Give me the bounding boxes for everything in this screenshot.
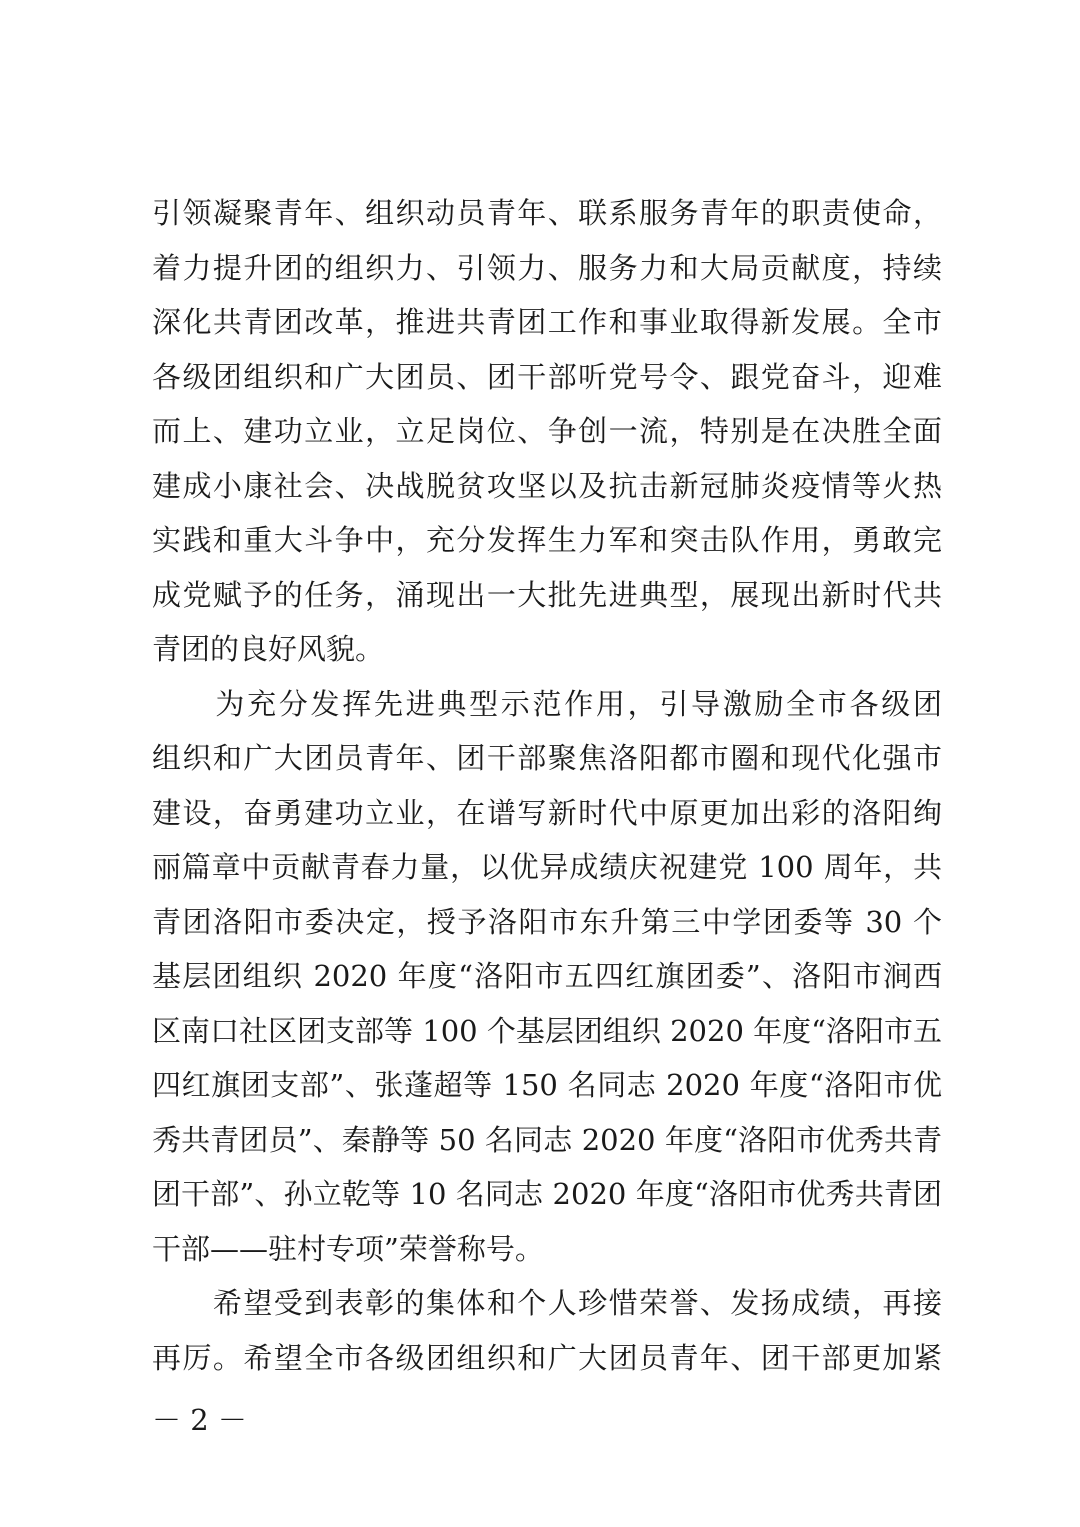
text-line: 建设，奋勇建功立业，在谱写新时代中原更加出彩的洛阳绚	[152, 795, 942, 830]
text-line: 青团洛阳市委决定，授予洛阳市东升第三中学团委等 30 个	[152, 904, 942, 939]
text-line: 着力提升团的组织力、引领力、服务力和大局贡献度，持续	[152, 250, 942, 285]
text-line: 秀共青团员”、秦静等 50 名同志 2020 年度“洛阳市优秀共青	[152, 1122, 942, 1157]
text-line: 引领凝聚青年、组织动员青年、联系服务青年的职责使命，	[152, 196, 942, 230]
text-line: 组织和广大团员青年、团干部聚焦洛阳都市圈和现代化强市	[152, 741, 942, 775]
text-line: 四红旗团支部”、张蓬超等 150 名同志 2020 年度“洛阳市优	[152, 1068, 942, 1102]
text-line: 干部——驻村专项”荣誉称号。	[152, 1231, 544, 1266]
text-line: 建成小康社会、决战脱贫攻坚以及抗击新冠肺炎疫情等火热	[152, 468, 942, 503]
text-line: 成党赋予的任务，涌现出一大批先进典型，展现出新时代共	[152, 577, 942, 612]
text-line: 各级团组织和广大团员、团干部听党号令、跟党奋斗，迎难	[152, 359, 942, 394]
page-number: － 2 －	[152, 1403, 247, 1437]
text-line: 区南口社区团支部等 100 个基层团组织 2020 年度“洛阳市五	[152, 1013, 942, 1048]
text-line: 团干部”、孙立乾等 10 名同志 2020 年度“洛阳市优秀共青团	[152, 1177, 942, 1211]
body-text	[152, 186, 942, 1385]
text-line: 青团的良好风貌。	[152, 632, 385, 666]
text-line: 再厉。希望全市各级团组织和广大团员青年、团干部更加紧	[152, 1340, 942, 1375]
text-line: 深化共青团改革，推进共青团工作和事业取得新发展。全市	[152, 305, 942, 339]
text-line: 为充分发挥先进典型示范作用，引导激励全市各级团	[152, 686, 942, 721]
text-line: 丽篇章中贡献青春力量，以优异成绩庆祝建党 100 周年，共	[152, 850, 942, 884]
text-line: 而上、建功立业，立足岗位、争创一流，特别是在决胜全面	[152, 414, 942, 448]
text-line: 希望受到表彰的集体和个人珍惜荣誉、发扬成绩，再接	[152, 1286, 942, 1320]
text-line: 基层团组织 2020 年度“洛阳市五四红旗团委”、洛阳市涧西	[152, 959, 942, 993]
text-line: 实践和重大斗争中，充分发挥生力军和突击队作用，勇敢完	[152, 523, 942, 557]
